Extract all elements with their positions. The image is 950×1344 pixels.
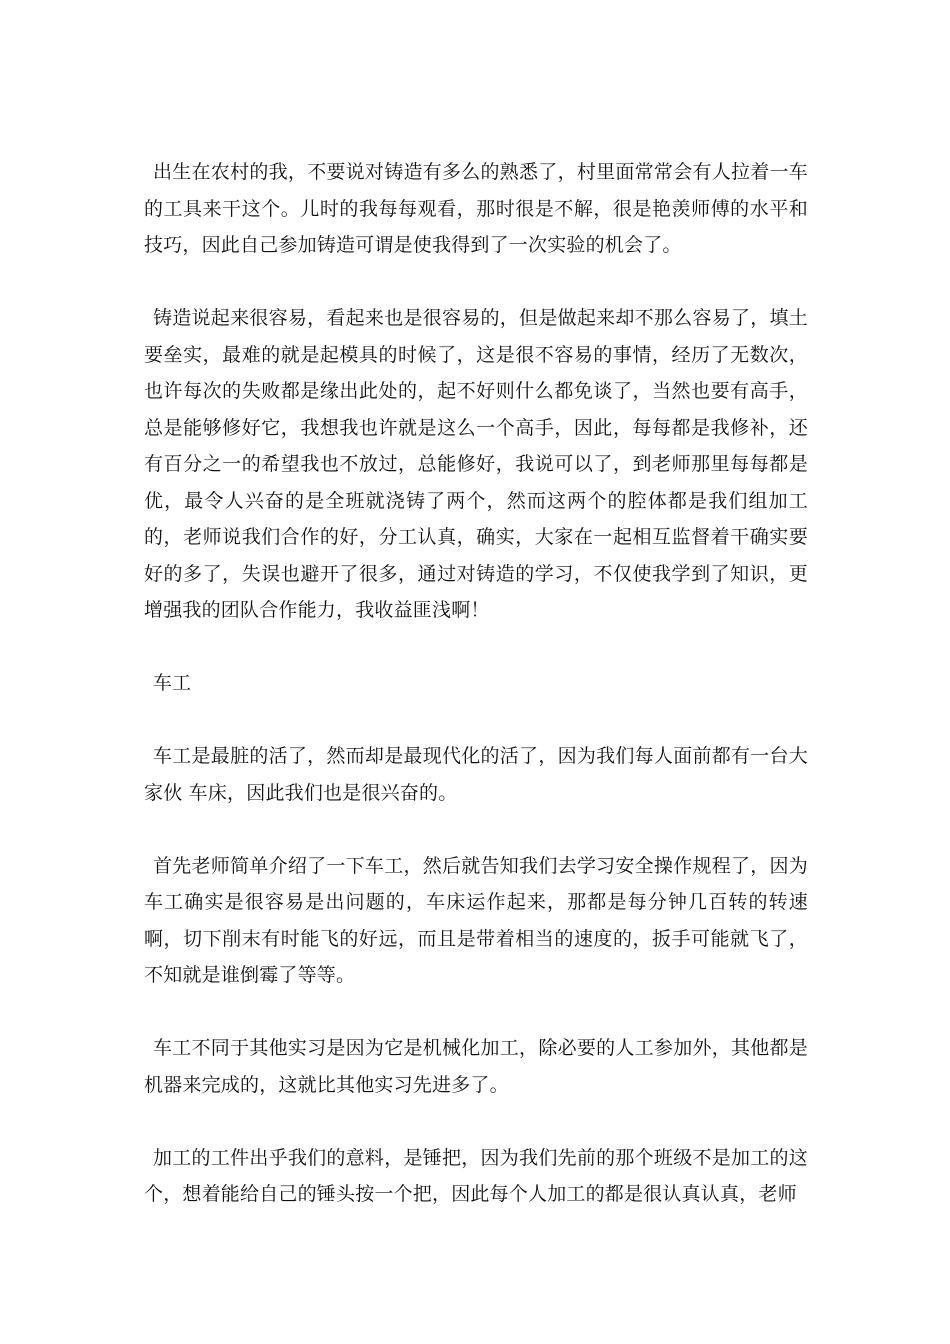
paragraph-casting-intro: 出生在农村的我，不要说对铸造有多么的熟悉了，村里面常常会有人拉着一车的工具来干这个。儿时的我每每观看，那时很是不解，很是艳羡师傅的水平和技巧，因此自己参加铸造可谓是使我得到了一次实验的机会了。: [144, 161, 808, 256]
paragraph-lathe-workpiece: 加工的工件出乎我们的意料，是锤把，因为我们先前的那个班级不是加工的这个，想着能给自己的锤头按一个把，因此每个人加工的都是很认真认真，老师: [144, 1146, 808, 1205]
section-heading-lathe: 车工: [153, 672, 192, 694]
paragraph-lathe-safety: 首先老师简单介绍了一下车工，然后就告知我们去学习安全操作规程了，因为车工确实是很容易是出问题的，车床运作起来，那都是每分钟几百转的转速啊，切下削末有时能飞的好远，而且是带着相当的速度的，扳手可能就飞了，不知就是谁倒霉了等等。: [144, 854, 808, 986]
paragraph-casting-experience: 铸造说起来很容易，看起来也是很容易的，但是做起来却不那么容易了，填土要垒实，最难的就是起模具的时候了，这是很不容易的事情，经历了无数次，也许每次的失败都是缘出此处的，起不好则什么都免谈了，当然也要有高手，总是能够修好它，我想我也许就是这么一个高手，因此，每每都是我修补，还有百分之一的希望我也不放过，总能修好，我说可以了，到老师那里每每都是优，最令人兴奋的是全班就浇铸了两个，然而这两个的腔体都是我们组加工的，老师说我们合作的好，分工认真，确实，大家在一起相互监督着干确实要好的多了，失误也避开了很多，通过对铸造的学习，不仅使我学到了知识，更增强我的团队合作能力，我收益匪浅啊！: [144, 307, 808, 621]
paragraph-lathe-mechanized: 车工不同于其他实习是因为它是机械化加工，除必要的人工参加外，其他都是机器来完成的，这就比其他实习先进多了。: [144, 1037, 808, 1096]
document-body: [144, 154, 808, 1249]
paragraph-lathe-intro: 车工是最脏的活了，然而却是最现代化的活了，因为我们每人面前都有一台大家伙 车床，因此我们也是很兴奋的。: [144, 745, 808, 804]
